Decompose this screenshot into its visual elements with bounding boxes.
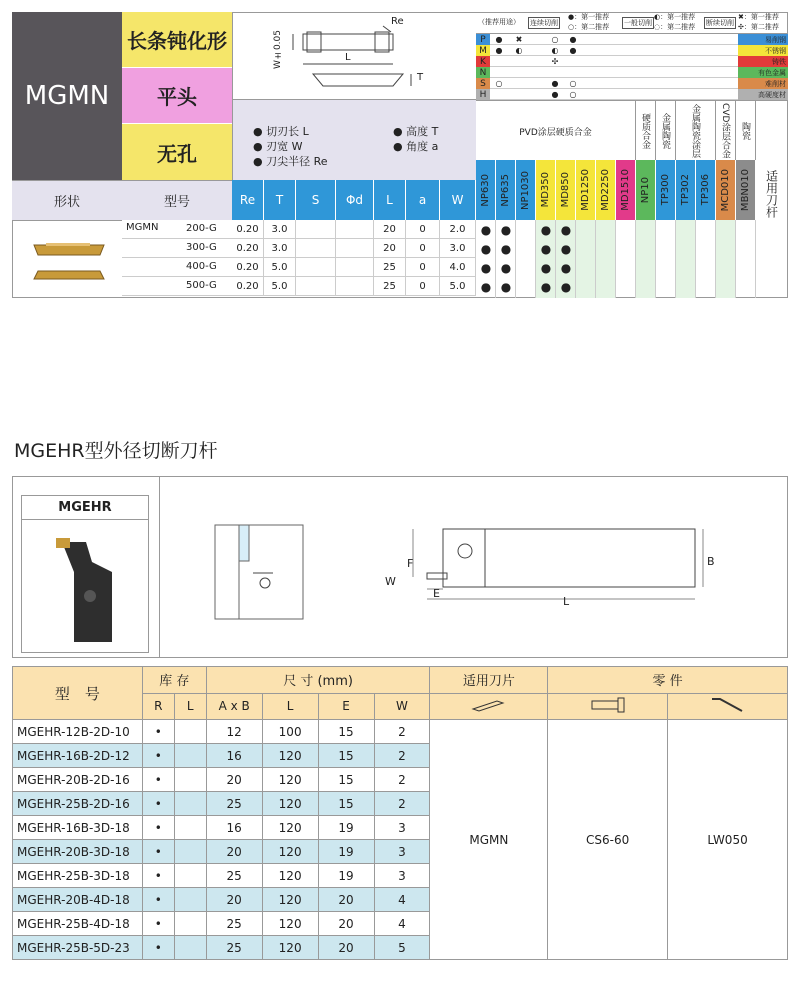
grade-mbn010: MBN010 bbox=[736, 160, 756, 220]
material-name: 易削钢 bbox=[738, 34, 788, 45]
cell-l bbox=[174, 720, 206, 744]
grade-md1250: MD1250 bbox=[576, 160, 596, 220]
material-name: 有色金属 bbox=[738, 67, 788, 78]
row-l: 20 bbox=[374, 239, 406, 258]
cell-w: 3 bbox=[374, 864, 430, 888]
param-header-5: a bbox=[406, 180, 440, 220]
row-a: 0 bbox=[406, 239, 440, 258]
group-carbide: 硬质合金 bbox=[636, 101, 656, 161]
usage-legend: （推荐用途） 连续切削 ●：第一推荐 ○：第二推荐 一般切削 ◐：第一推荐 ◌：第二推荐 断续切削 ✖：第一推荐 ✣：第二推荐 bbox=[476, 12, 788, 34]
row-re: 0.20 bbox=[232, 258, 264, 277]
sub-w: W bbox=[374, 693, 430, 720]
cell-ab: 12 bbox=[206, 720, 262, 744]
cell-e: 19 bbox=[318, 864, 374, 888]
cell-len: 120 bbox=[262, 816, 318, 840]
material-mark: ✣ bbox=[551, 57, 559, 66]
grade-dot: ● bbox=[560, 241, 572, 256]
material-code-S: S bbox=[476, 78, 490, 89]
cell-r: • bbox=[142, 720, 174, 744]
cell-ab: 20 bbox=[206, 840, 262, 864]
material-mark: ○ bbox=[551, 35, 559, 44]
holder-table bbox=[12, 666, 788, 960]
row-t: 3.0 bbox=[264, 239, 296, 258]
row-model: 300-G bbox=[186, 242, 217, 253]
product-code-block bbox=[12, 12, 122, 180]
material-mark: ● bbox=[495, 46, 503, 55]
cell-l bbox=[174, 792, 206, 816]
material-mark: ○ bbox=[495, 79, 503, 88]
cell-l bbox=[174, 840, 206, 864]
cell-len: 120 bbox=[262, 744, 318, 768]
material-row bbox=[490, 56, 738, 67]
row-t: 5.0 bbox=[264, 258, 296, 277]
insert-dimension-drawing bbox=[232, 12, 476, 100]
group-ceramic: 陶瓷 bbox=[736, 101, 756, 161]
cell-r: • bbox=[142, 744, 174, 768]
row-s bbox=[296, 258, 336, 277]
cell-w: 2 bbox=[374, 768, 430, 792]
header-model: 型号 bbox=[122, 180, 232, 220]
grade-dot: ● bbox=[560, 279, 572, 294]
cell-r: • bbox=[142, 864, 174, 888]
feature-1: 长条钝化形 bbox=[122, 12, 232, 68]
cell-w: 2 bbox=[374, 744, 430, 768]
cell-len: 120 bbox=[262, 888, 318, 912]
screw-model: CS6-60 bbox=[548, 720, 668, 960]
cell-model: MGEHR-20B-4D-18 bbox=[13, 888, 143, 912]
section-title: MGEHR型外径切断刀杆 bbox=[14, 440, 218, 462]
row-re: 0.20 bbox=[232, 239, 264, 258]
grade-column-body bbox=[656, 220, 676, 298]
row-d bbox=[336, 277, 374, 296]
holder-photo-card bbox=[21, 495, 149, 653]
param-header-6: W bbox=[440, 180, 476, 220]
row-series: MGMN bbox=[126, 222, 159, 233]
grade-dot: ● bbox=[480, 279, 492, 294]
row-a: 0 bbox=[406, 258, 440, 277]
param-header-2: S bbox=[296, 180, 336, 220]
group-cvd: CVD涂层合金 bbox=[716, 101, 736, 161]
material-row bbox=[490, 67, 738, 78]
holder-overview-box bbox=[12, 476, 788, 658]
spec-radius: ● 刀尖半径 Re bbox=[253, 155, 328, 168]
grade-tp306: TP306 bbox=[696, 160, 716, 220]
group-holder: 适用刀杆 bbox=[764, 170, 779, 218]
grade-dot: ● bbox=[500, 260, 512, 275]
material-name: 高硬度材 bbox=[738, 89, 788, 100]
h-parts: 零 件 bbox=[548, 667, 788, 694]
cell-len: 120 bbox=[262, 840, 318, 864]
grade-np635: NP635 bbox=[496, 160, 516, 220]
holder-photo-svg bbox=[52, 532, 132, 642]
cell-e: 15 bbox=[318, 792, 374, 816]
material-rows bbox=[476, 34, 788, 100]
dim-t-label: T bbox=[417, 72, 424, 83]
dim-b: B bbox=[707, 555, 715, 568]
cell-ab: 20 bbox=[206, 768, 262, 792]
group-cermet: 金属陶瓷 bbox=[656, 101, 676, 161]
material-mark: ◐ bbox=[551, 46, 559, 55]
cell-l bbox=[174, 816, 206, 840]
material-mark: ● bbox=[495, 35, 503, 44]
cell-e: 19 bbox=[318, 816, 374, 840]
wrench-model: LW050 bbox=[668, 720, 788, 960]
spec-notes bbox=[232, 100, 476, 180]
grade-column-body bbox=[516, 220, 536, 298]
group-pvd: PVD涂层硬质合金 bbox=[476, 101, 636, 161]
feature-2: 平头 bbox=[122, 68, 232, 124]
row-w: 3.0 bbox=[440, 239, 476, 258]
cell-r: • bbox=[142, 840, 174, 864]
row-l: 25 bbox=[374, 258, 406, 277]
material-code-M: M bbox=[476, 45, 490, 56]
holder-name: MGEHR bbox=[22, 496, 148, 520]
spec-cut-length: ● 切刃长 L bbox=[253, 125, 309, 138]
insert-drawing-svg bbox=[233, 12, 477, 100]
cell-ab: 25 bbox=[206, 864, 262, 888]
sub-l: L bbox=[174, 693, 206, 720]
product-code: MGMN bbox=[24, 81, 110, 111]
grade-md2250: MD2250 bbox=[596, 160, 616, 220]
dim-l: L bbox=[563, 595, 570, 608]
cell-len: 120 bbox=[262, 768, 318, 792]
row-model: 200-G bbox=[186, 223, 217, 234]
row-d bbox=[336, 239, 374, 258]
grade-column-body bbox=[696, 220, 716, 298]
grade-dot: ● bbox=[500, 222, 512, 237]
cell-model: MGEHR-12B-2D-10 bbox=[13, 720, 143, 744]
grade-column-body bbox=[636, 220, 656, 298]
cell-r: • bbox=[142, 936, 174, 960]
cell-ab: 25 bbox=[206, 792, 262, 816]
row-model: 400-G bbox=[186, 261, 217, 272]
cell-w: 4 bbox=[374, 912, 430, 936]
screw-icon bbox=[548, 693, 668, 720]
sub-e: E bbox=[318, 693, 374, 720]
material-mark: ● bbox=[551, 90, 559, 99]
cell-l bbox=[174, 912, 206, 936]
material-code-P: P bbox=[476, 34, 490, 45]
spec-angle: ● 角度 a bbox=[393, 140, 439, 153]
cell-e: 20 bbox=[318, 888, 374, 912]
cell-l bbox=[174, 864, 206, 888]
cell-w: 4 bbox=[374, 888, 430, 912]
holder-front-view bbox=[213, 523, 309, 623]
feature-3: 无孔 bbox=[122, 124, 232, 180]
cell-len: 120 bbox=[262, 792, 318, 816]
cell-r: • bbox=[142, 816, 174, 840]
grade-column-body bbox=[596, 220, 616, 298]
sub-len: L bbox=[262, 693, 318, 720]
material-name: 铸铁 bbox=[738, 56, 788, 67]
cell-l bbox=[174, 768, 206, 792]
grade-column-body bbox=[736, 220, 756, 298]
grade-column-body bbox=[716, 220, 736, 298]
sub-ab: A x B bbox=[206, 693, 262, 720]
row-w: 2.0 bbox=[440, 220, 476, 239]
cell-len: 120 bbox=[262, 912, 318, 936]
row-t: 5.0 bbox=[264, 277, 296, 296]
cell-ab: 20 bbox=[206, 888, 262, 912]
grade-dot: ● bbox=[540, 222, 552, 237]
grade-np630: NP630 bbox=[476, 160, 496, 220]
grade-tp302: TP302 bbox=[676, 160, 696, 220]
cell-r: • bbox=[142, 912, 174, 936]
material-name: 难削材 bbox=[738, 78, 788, 89]
dim-w-label: W±0.05 bbox=[273, 30, 283, 69]
cell-ab: 16 bbox=[206, 744, 262, 768]
row-d bbox=[336, 258, 374, 277]
cell-w: 2 bbox=[374, 720, 430, 744]
cell-e: 20 bbox=[318, 912, 374, 936]
cell-model: MGEHR-25B-4D-18 bbox=[13, 912, 143, 936]
cell-w: 5 bbox=[374, 936, 430, 960]
cell-ab: 25 bbox=[206, 936, 262, 960]
row-w: 5.0 bbox=[440, 277, 476, 296]
material-mark: ○ bbox=[569, 79, 577, 88]
cell-ab: 16 bbox=[206, 816, 262, 840]
grade-md350: MD350 bbox=[536, 160, 556, 220]
row-s bbox=[296, 277, 336, 296]
cell-r: • bbox=[142, 888, 174, 912]
insert-shape-image bbox=[12, 220, 122, 298]
cell-model: MGEHR-20B-2D-16 bbox=[13, 768, 143, 792]
grade-np10: NP10 bbox=[636, 160, 656, 220]
h-size: 尺 寸 (mm) bbox=[206, 667, 430, 694]
cell-e: 15 bbox=[318, 768, 374, 792]
cell-r: • bbox=[142, 792, 174, 816]
cell-e: 15 bbox=[318, 720, 374, 744]
grade-dot: ● bbox=[560, 222, 572, 237]
spec-width: ● 刃宽 W bbox=[253, 140, 303, 153]
grade-dot: ● bbox=[480, 241, 492, 256]
dim-w: W bbox=[385, 575, 396, 588]
material-mark: ○ bbox=[569, 90, 577, 99]
cell-model: MGEHR-25B-2D-16 bbox=[13, 792, 143, 816]
dim-e: E bbox=[433, 587, 440, 600]
cell-model: MGEHR-20B-3D-18 bbox=[13, 840, 143, 864]
cell-ab: 25 bbox=[206, 912, 262, 936]
grade-md850: MD850 bbox=[556, 160, 576, 220]
cell-model: MGEHR-25B-5D-23 bbox=[13, 936, 143, 960]
cell-l bbox=[174, 744, 206, 768]
h-stock: 库 存 bbox=[142, 667, 206, 694]
material-code-N: N bbox=[476, 67, 490, 78]
material-mark: ● bbox=[569, 46, 577, 55]
grade-dot: ● bbox=[540, 279, 552, 294]
insert-model: MGMN bbox=[430, 720, 548, 960]
cell-r: • bbox=[142, 768, 174, 792]
row-l: 20 bbox=[374, 220, 406, 239]
grade-tp300: TP300 bbox=[656, 160, 676, 220]
cell-l bbox=[174, 936, 206, 960]
row-re: 0.20 bbox=[232, 277, 264, 296]
grade-dot: ● bbox=[540, 260, 552, 275]
param-header-1: T bbox=[264, 180, 296, 220]
param-header-3: Φd bbox=[336, 180, 374, 220]
cell-model: MGEHR-25B-3D-18 bbox=[13, 864, 143, 888]
row-model: 500-G bbox=[186, 280, 217, 291]
row-s bbox=[296, 239, 336, 258]
material-name: 不锈钢 bbox=[738, 45, 788, 56]
grade-column-body bbox=[616, 220, 636, 298]
param-header-0: Re bbox=[232, 180, 264, 220]
grade-dot: ● bbox=[560, 260, 572, 275]
grade-dot: ● bbox=[540, 241, 552, 256]
h-model: 型 号 bbox=[13, 667, 143, 720]
cell-e: 19 bbox=[318, 840, 374, 864]
grade-md1510: MD1510 bbox=[616, 160, 636, 220]
spec-height: ● 高度 T bbox=[393, 125, 439, 138]
cell-model: MGEHR-16B-3D-18 bbox=[13, 816, 143, 840]
sub-r: R bbox=[142, 693, 174, 720]
param-header-4: L bbox=[374, 180, 406, 220]
row-re: 0.20 bbox=[232, 220, 264, 239]
material-mark: ✖ bbox=[515, 35, 523, 44]
material-code-K: K bbox=[476, 56, 490, 67]
cell-len: 120 bbox=[262, 936, 318, 960]
dim-l-label: L bbox=[345, 52, 351, 63]
material-row bbox=[490, 34, 738, 45]
grade-dot: ● bbox=[500, 241, 512, 256]
cell-len: 120 bbox=[262, 864, 318, 888]
grade-mcd010: MCD010 bbox=[716, 160, 736, 220]
header-shape: 形状 bbox=[12, 180, 122, 220]
cell-w: 3 bbox=[374, 816, 430, 840]
material-row bbox=[490, 89, 738, 100]
row-w: 4.0 bbox=[440, 258, 476, 277]
row-a: 0 bbox=[406, 220, 440, 239]
grade-np1030: NP1030 bbox=[516, 160, 536, 220]
material-row bbox=[490, 45, 738, 56]
dim-re-label: Re bbox=[391, 16, 404, 27]
material-mark: ● bbox=[551, 79, 559, 88]
dim-f: F bbox=[407, 557, 414, 570]
grade-column-body bbox=[576, 220, 596, 298]
material-mark: ◐ bbox=[515, 46, 523, 55]
grade-dot: ● bbox=[480, 222, 492, 237]
row-t: 3.0 bbox=[264, 220, 296, 239]
h-insert: 适用刀片 bbox=[430, 667, 548, 694]
cell-len: 100 bbox=[262, 720, 318, 744]
material-code-H: H bbox=[476, 89, 490, 100]
cell-model: MGEHR-16B-2D-12 bbox=[13, 744, 143, 768]
holder-row bbox=[13, 720, 788, 744]
holder-side-view bbox=[383, 517, 723, 617]
cell-l bbox=[174, 888, 206, 912]
cell-e: 15 bbox=[318, 744, 374, 768]
group-coated-cermet: 金属陶瓷涂层 bbox=[676, 101, 716, 161]
cell-w: 3 bbox=[374, 840, 430, 864]
material-mark: ● bbox=[569, 35, 577, 44]
wrench-icon bbox=[668, 693, 788, 720]
row-l: 25 bbox=[374, 277, 406, 296]
row-a: 0 bbox=[406, 277, 440, 296]
grade-dot: ● bbox=[500, 279, 512, 294]
cell-w: 2 bbox=[374, 792, 430, 816]
row-d bbox=[336, 220, 374, 239]
row-s bbox=[296, 220, 336, 239]
grade-dot: ● bbox=[480, 260, 492, 275]
material-row bbox=[490, 78, 738, 89]
cell-e: 20 bbox=[318, 936, 374, 960]
insert-icon bbox=[430, 693, 548, 720]
grade-column-body bbox=[676, 220, 696, 298]
